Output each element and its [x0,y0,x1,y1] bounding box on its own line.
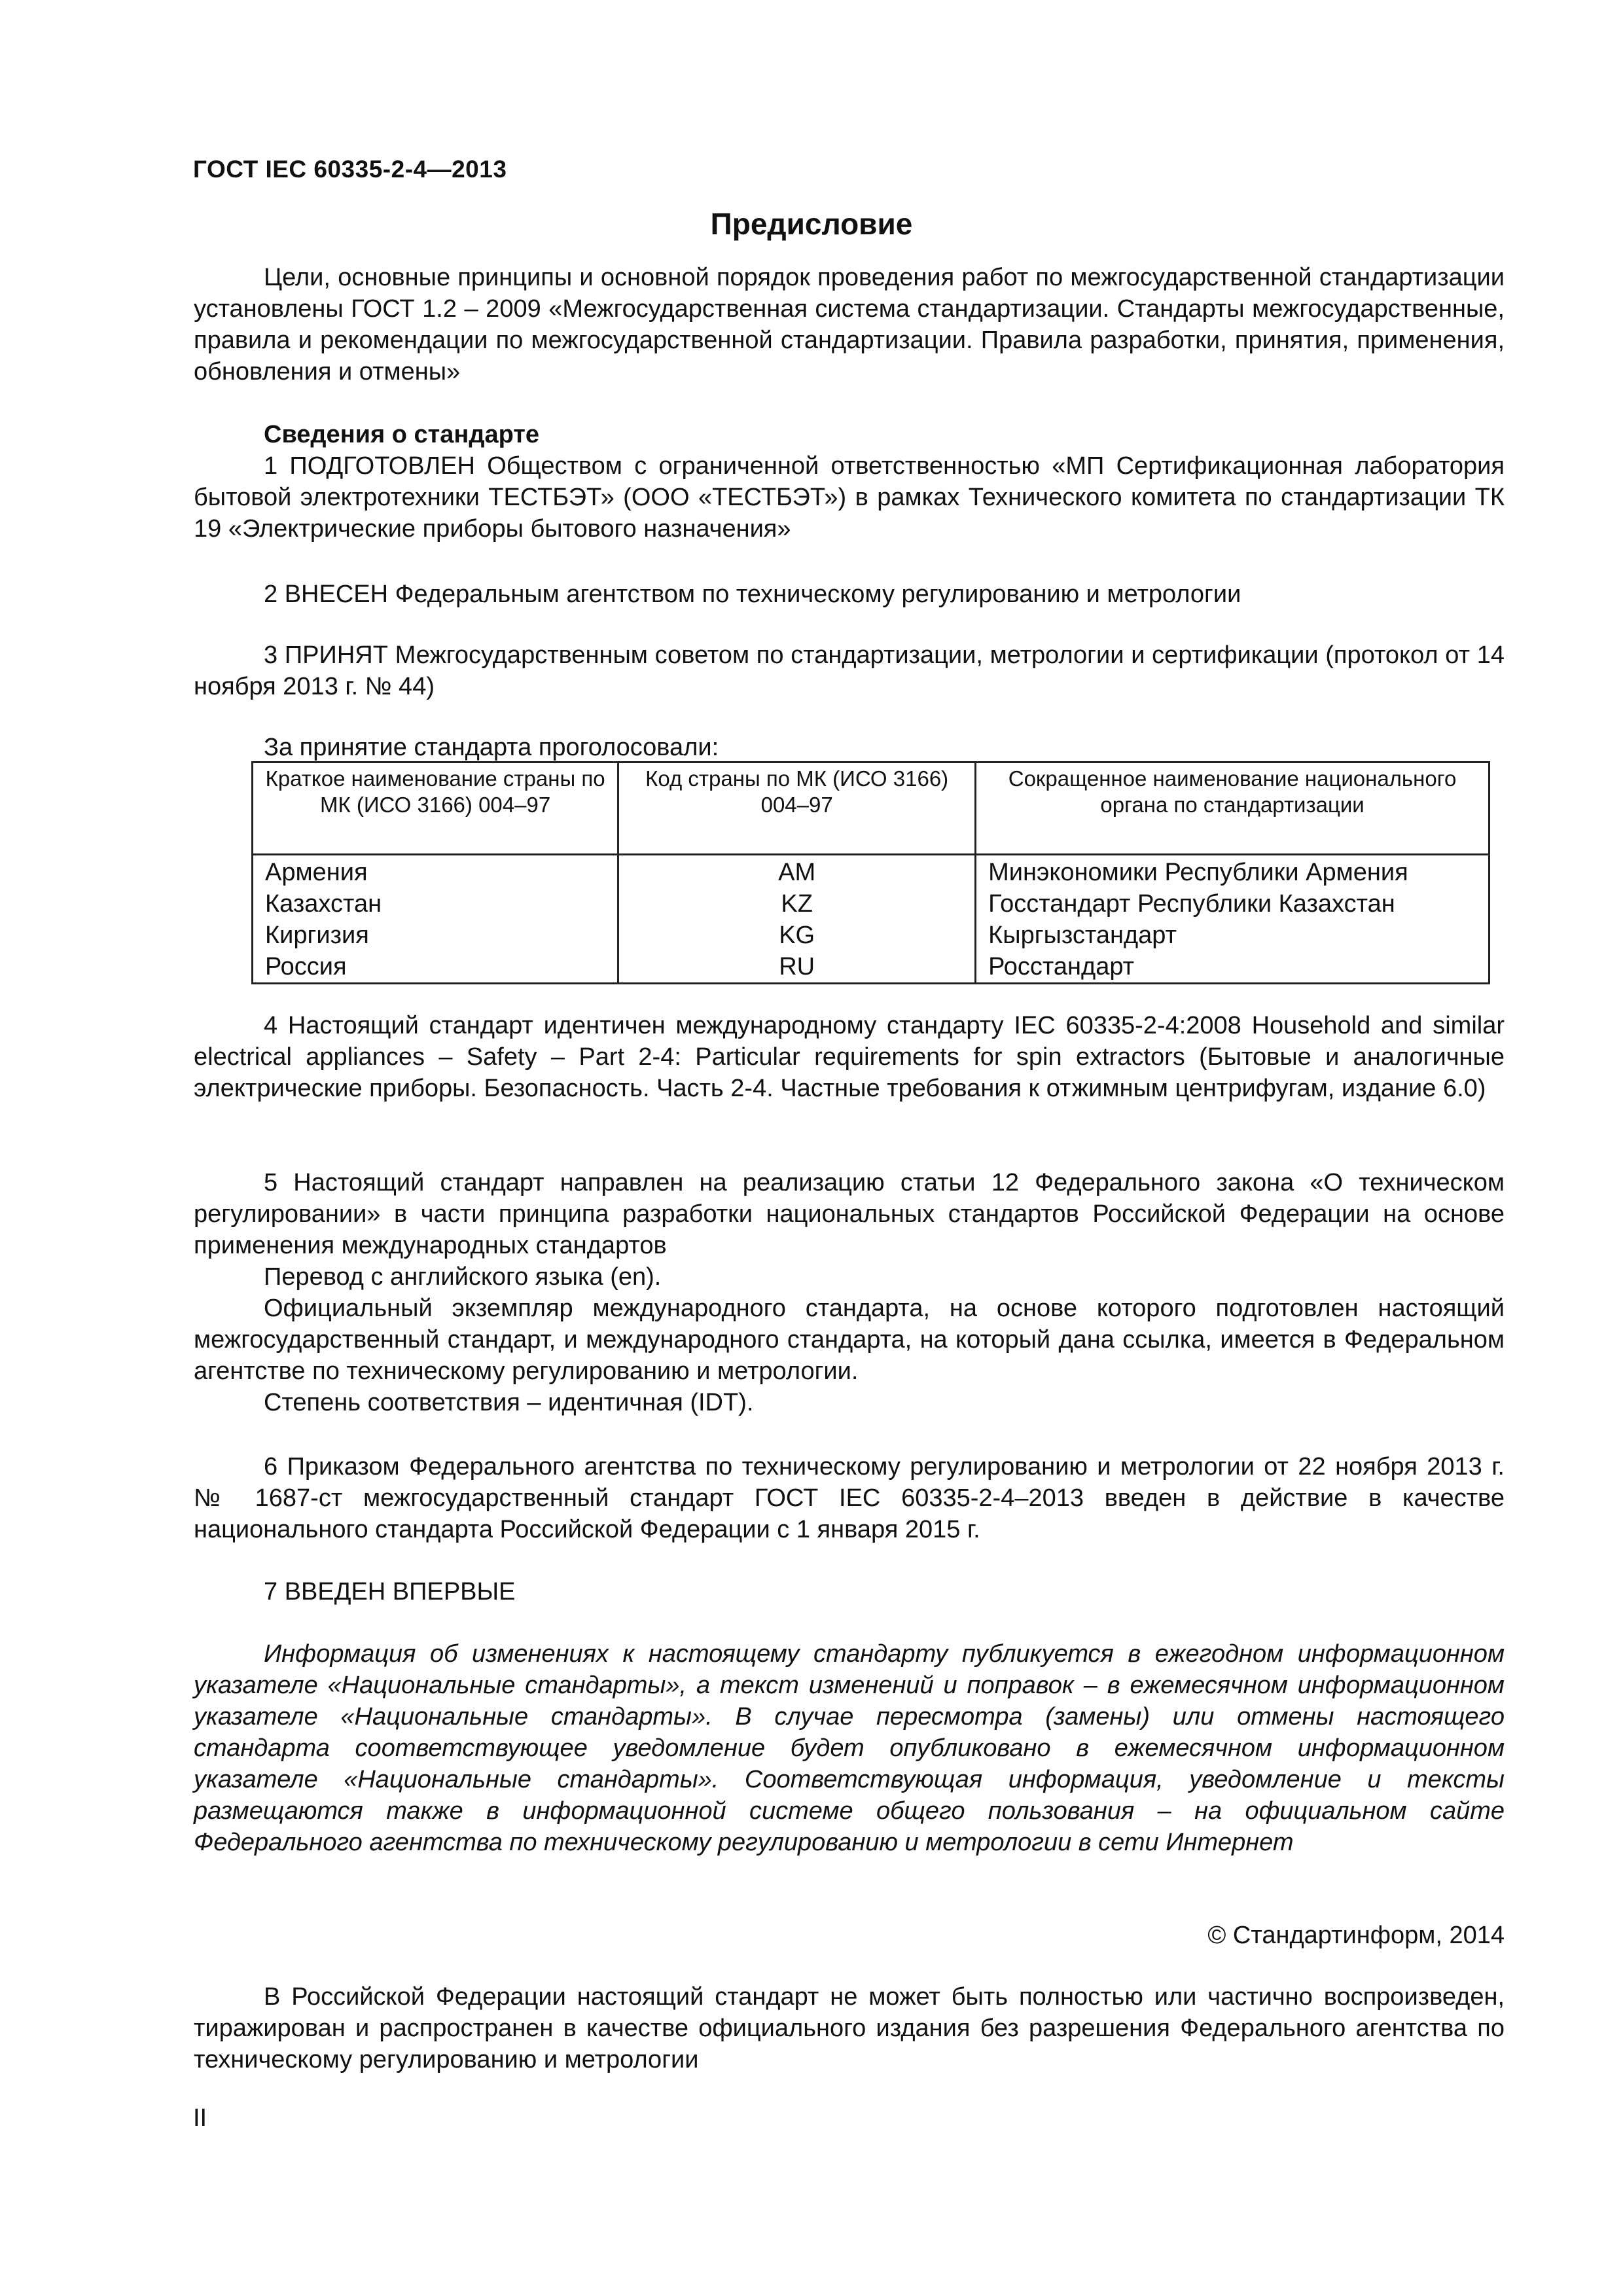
item-7-block [194,1576,1505,1607]
changes-notice: Информация об изменениях к настоящему стандарту публикуется в ежегодном информационном указателе «Национальные стандарты», а текст изменений и поправок – в ежемесячном информационном указателе «Национальные стандарты». В случае пересмотра (замены) или отмены настоящего стандарта соответствующее уведомление будет опубликовано в ежемесячном информационном указателе «Национальные стандарты». Соответствующая информация, уведомление и тексты размещаются также в информационной системе общего пользования – на официальном сайте Федерального агентства по техническому регулированию и метрологии в сети Интернет [194,1640,1505,1856]
info-heading: Сведения о стандарте [264,421,540,448]
degree-of-conformity: Степень соответствия – идентичная (IDT). [264,1389,754,1416]
item-6-block [194,1451,1505,1545]
translation-note: Перевод с английского языка (en). [264,1263,662,1291]
table-row [253,855,1489,889]
item-4-block [194,1010,1505,1104]
header-country-name: Краткое наименование страны по МК (ИСО 3166) 004–97 [253,762,618,855]
item-2-introduced: 2 ВНЕСЕН Федеральным агентством по техническому регулированию и метрологии [264,581,1241,608]
cell-code: KG [618,920,976,951]
header-national-body: Сокращенное наименование национального органа по стандартизации [976,762,1489,855]
copyright-block [194,1920,1505,1951]
item-4-identical: 4 Настоящий стандарт идентичен международному стандарту IEC 60335-2-4:2008 Household and similar electrical appliances – Safety – Part 2-4: Particular requirements for spin extractors (Бытовые и аналогичные электрические приборы. Безопасность. Часть 2-4. Частные требования к отжимным центрифугам, издание 6.0) [194,1012,1505,1102]
page-title: Предисловие [710,207,913,241]
vote-table [251,761,1490,984]
item-2-block [194,579,1505,610]
item-3-block [194,639,1505,702]
reproduction-notice: В Российской Федерации настоящий стандарт не может быть полностью или частично воспроизведен, тиражирован и распространен в качестве официального издания без разрешения Федерального агентства по техническому регулированию и метрологии [194,1983,1505,2073]
vote-caption: За принятие стандарта проголосовали: [264,734,719,761]
cell-body: Кыргызстандарт [976,920,1489,951]
cell-code: RU [618,951,976,984]
item-7-first-introduced: 7 ВВЕДЕН ВПЕРВЫЕ [264,1578,516,1605]
cell-country: Киргизия [253,920,618,951]
item-5-block [194,1167,1505,1418]
page-number: II [193,2104,207,2132]
cell-code: KZ [618,888,976,920]
cell-body: Минэкономики Республики Армения [976,855,1489,889]
item-6-order: 6 Приказом Федерального агентства по техническому регулированию и метрологии от 22 ноября 2013 г. № 1687-ст межгосударственный стандарт ГОСТ IEC 60335-2-4–2013 введен в действие в качестве национального стандарта Российской Федерации с 1 января 2015 г. [194,1453,1505,1543]
reproduction-block [194,1981,1505,2075]
official-copy-note: Официальный экземпляр международного стандарта, на основе которого подготовлен настоящий межгосударственный стандарт, и международного стандарта, на который дана ссылка, имеется в Федеральном агентстве по техническому регулированию и метрологии. [194,1295,1505,1385]
vote-caption-block [194,732,1505,763]
standard-info-block [194,419,1505,545]
header-country-code: Код страны по МК (ИСО 3166) 004–97 [618,762,976,855]
intro-block [194,262,1505,387]
cell-body: Госстандарт Республики Казахстан [976,888,1489,920]
intro-paragraph: Цели, основные принципы и основной порядок проведения работ по межгосударственной стандартизации установлены ГОСТ 1.2 – 2009 «Межгосударственная система стандартизации. Стандарты межгосударственные, правила и рекомендации по межгосударственной стандартизации. Правила разработки, принятия, применения, обновления и отмены» [194,264,1505,386]
item-5-purpose: 5 Настоящий стандарт направлен на реализацию статьи 12 Федерального закона «О техническом регулировании» в части принципа разработки национальных стандартов Российской Федерации на основе применения международных стандартов [194,1169,1505,1259]
table-row [253,888,1489,920]
cell-country: Армения [253,855,618,889]
standard-code-header: ГОСТ IEC 60335-2-4—2013 [193,156,507,183]
copyright: © Стандартинформ, 2014 [1207,1922,1505,1949]
table-row [253,951,1489,984]
item-3-adopted: 3 ПРИНЯТ Межгосударственным советом по стандартизации, метрологии и сертификации (протокол от 14 ноября 2013 г. № 44) [194,641,1505,700]
vote-table-header-row [253,762,1489,855]
cell-country: Россия [253,951,618,984]
cell-body: Росстандарт [976,951,1489,984]
cell-country: Казахстан [253,888,618,920]
item-1-prepared: 1 ПОДГОТОВЛЕН Обществом с ограниченной ответственностью «МП Сертификационная лаборатория бытовой электротехники ТЕСТБЭТ» (ООО «ТЕСТБЭТ») в рамках Технического комитета по стандартизации ТК 19 «Электрические приборы бытового назначения» [194,452,1505,543]
cell-code: AM [618,855,976,889]
table-row [253,920,1489,951]
changes-notice-block [194,1638,1505,1858]
